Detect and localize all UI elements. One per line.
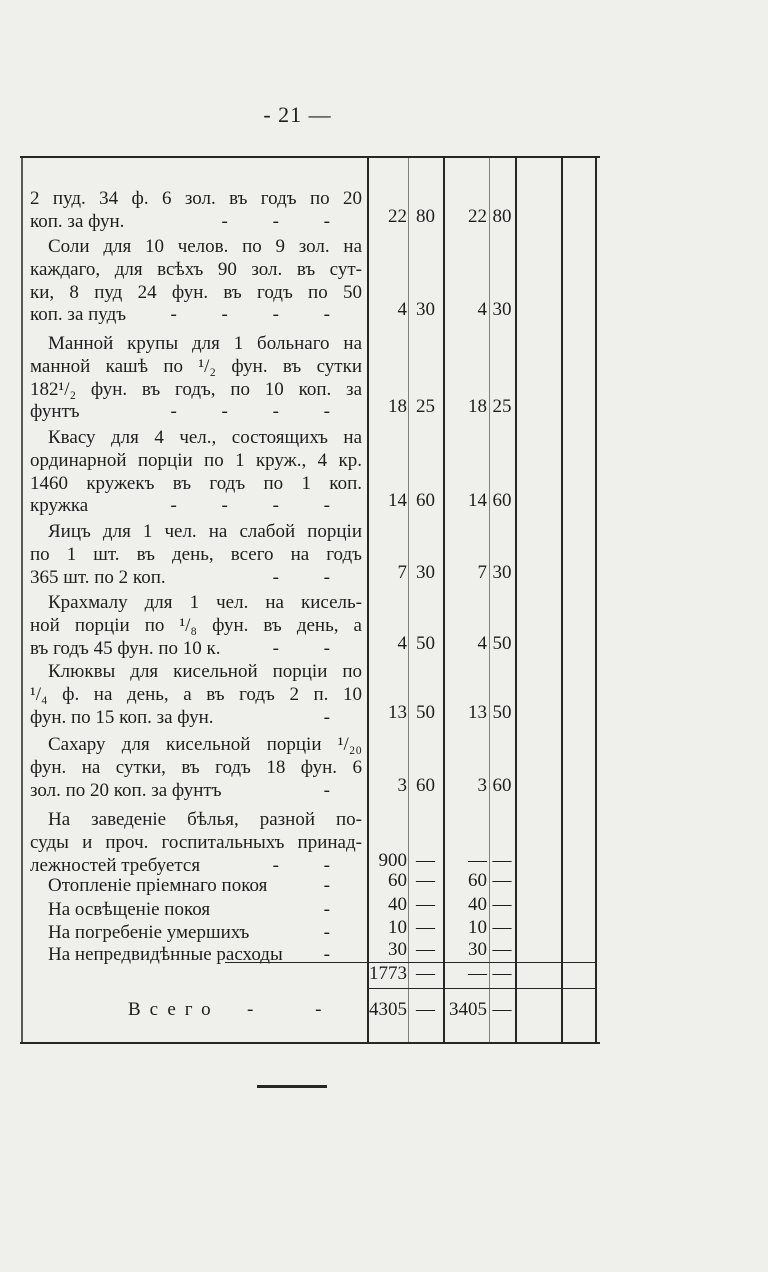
kopecks-value: 30	[416, 561, 435, 583]
kopecks-value: —	[416, 894, 435, 915]
kopecks-value-2: 60	[492, 490, 512, 512]
kopecks-value: 25	[416, 396, 435, 418]
text-line: по 1 шт. въ день, всего на годъ	[30, 543, 362, 565]
total-row	[0, 999, 600, 1022]
rubles-value: 18	[388, 396, 407, 418]
rubles-value: 60	[388, 870, 407, 891]
row-values	[0, 775, 600, 798]
line-text: лежностей требуется	[30, 854, 201, 876]
rubles-value: 3	[397, 774, 407, 796]
text-line: Квасу для 4 чел., состоящихъ на	[48, 427, 362, 448]
rubles-value-2: 7	[477, 561, 487, 583]
row-values	[0, 702, 600, 725]
row-values	[0, 396, 600, 419]
rubles-value: 13	[388, 701, 407, 723]
rubles-value-2: —	[468, 963, 487, 984]
text-line: 182¹/₂ фун. въ годъ, по 10 коп. за	[30, 378, 362, 400]
page-number: - 21 —	[263, 102, 332, 127]
rubles-value-2: —	[468, 849, 487, 871]
line-text: Отопленіе пріемнаго покоя	[48, 875, 268, 896]
table-row	[0, 661, 600, 729]
rubles-value: 900	[378, 849, 407, 871]
kopecks-value-2: —	[492, 999, 512, 1020]
row-values	[0, 939, 600, 962]
table-row	[0, 521, 600, 589]
subtotal-row	[0, 963, 600, 986]
kopecks-value-2: 30	[492, 299, 512, 321]
row-values	[0, 633, 600, 656]
rubles-value-2: 14	[468, 490, 487, 512]
kopecks-value-2: 25	[492, 396, 512, 418]
table-row	[0, 734, 600, 802]
leader-dashes: -	[323, 899, 330, 920]
line-text: коп. за фун.	[30, 210, 125, 232]
rubles-value: 14	[388, 490, 407, 512]
rubles-value-2: 30	[468, 939, 487, 960]
line-text: На погребеніе умершихъ	[48, 922, 250, 943]
text-line: Соли для 10 челов. по 9 зол. на	[48, 236, 362, 257]
line-text: фун. по 15 коп. за фун.	[30, 706, 214, 728]
rubles-value: 22	[388, 205, 407, 227]
leader-dashes: - -	[247, 999, 322, 1020]
kopecks-value-2: —	[492, 894, 512, 915]
text-line: каждаго, для всѣхъ 90 зол. въ сут-	[30, 258, 362, 280]
rubles-value: 40	[388, 894, 407, 915]
line-text: На освѣщеніе покоя	[48, 899, 211, 920]
closing-rule	[257, 1085, 327, 1088]
line-text: 365 шт. по 2 коп.	[30, 566, 166, 588]
table-row	[0, 236, 600, 327]
rubles-value-2: 22	[468, 205, 487, 227]
leader-dashes: - - -	[221, 210, 330, 232]
kopecks-value-2: 50	[492, 701, 512, 723]
text-line: ¹/₄ ф. на день, а въ годъ 2 п. 10	[30, 683, 362, 705]
leader-dashes: - - - -	[170, 495, 330, 517]
text-line: фун. на сутки, въ годъ 18 фун. 6	[30, 756, 362, 778]
leader-dashes: - -	[272, 854, 330, 876]
line-text: На непредвидѣнные расходы	[48, 944, 283, 965]
kopecks-value: —	[416, 917, 435, 938]
kopecks-value: 30	[416, 299, 435, 321]
total-label: Всего	[128, 999, 220, 1020]
text-line: ной порціи по ¹/₈ фун. въ день, а	[30, 614, 362, 636]
row-values	[0, 963, 600, 986]
table-row	[0, 333, 600, 424]
text-line: Яицъ для 1 чел. на слабой порціи	[48, 521, 362, 542]
rubles-value-2: 18	[468, 396, 487, 418]
kopecks-value: —	[416, 963, 435, 984]
text-line: манной кашѣ по ¹/₂ фун. въ сутки	[30, 355, 362, 377]
row-values	[0, 299, 600, 322]
leader-dashes: -	[323, 922, 330, 943]
text-line: Крахмалу для 1 чел. на кисель-	[48, 592, 362, 613]
kopecks-value: 50	[416, 632, 435, 654]
table-row	[0, 188, 600, 234]
text-line: Сахару для кисельной порціи ¹/₂₀	[48, 734, 362, 755]
rubles-value-2: 3405	[449, 999, 487, 1020]
row-values	[0, 562, 600, 585]
text-line: Манной крупы для 1 больнаго на	[48, 333, 362, 354]
table-row	[0, 592, 600, 660]
rubles-value-2: 40	[468, 894, 487, 915]
row-values	[0, 490, 600, 513]
line-text: кружка	[30, 495, 89, 517]
table-top-border	[20, 156, 600, 158]
leader-dashes: - -	[272, 566, 330, 588]
text-line: 2 пуд. 34 ф. 6 зол. въ годъ по 20	[30, 188, 362, 209]
kopecks-value: —	[416, 939, 435, 960]
kopecks-value: 60	[416, 490, 435, 512]
rubles-value-2: 10	[468, 917, 487, 938]
kopecks-value-2: 30	[492, 561, 512, 583]
kopecks-value-2: 60	[492, 774, 512, 796]
rubles-value-2: 60	[468, 870, 487, 891]
kopecks-value-2: —	[492, 849, 512, 871]
kopecks-value: 50	[416, 701, 435, 723]
text-line: Клюквы для кисельной порціи по	[48, 661, 362, 682]
table-bottom-border	[20, 1042, 600, 1044]
rubles-value-2: 3	[477, 774, 487, 796]
row-values	[0, 870, 600, 893]
table-row	[0, 809, 600, 877]
line-text: въ годъ 45 фун. по 10 к.	[30, 637, 221, 659]
rubles-value: 10	[388, 917, 407, 938]
row-values	[0, 917, 600, 940]
rubles-value: 4	[397, 299, 407, 321]
row-values	[0, 850, 600, 873]
line-text: зол. по 20 коп. за фунтъ	[30, 779, 222, 801]
leader-dashes: -	[323, 779, 330, 801]
kopecks-value-2: —	[492, 963, 512, 984]
text-line: суды и проч. госпитальныхъ принад-	[30, 831, 362, 853]
kopecks-value: —	[416, 999, 435, 1020]
rubles-value: 30	[388, 939, 407, 960]
leader-dashes: -	[323, 706, 330, 728]
rubles-value-2: 13	[468, 701, 487, 723]
leader-dashes: - - - -	[170, 401, 330, 423]
text-line: На заведеніе бѣлья, разной по-	[48, 809, 362, 830]
leader-dashes: -	[323, 875, 330, 896]
kopecks-value-2: 80	[492, 205, 512, 227]
kopecks-value: —	[416, 849, 435, 871]
row-values	[0, 999, 600, 1022]
line-text: коп. за пудъ	[30, 304, 127, 326]
rubles-value-2: 4	[477, 299, 487, 321]
table-row	[0, 427, 600, 518]
text-line: 1460 кружекъ въ годъ по 1 коп.	[30, 472, 362, 494]
leader-dashes: -	[323, 944, 330, 965]
rubles-value: 4	[397, 632, 407, 654]
text-line: ординарной порціи по 1 круж., 4 кр.	[30, 449, 362, 471]
kopecks-value: 80	[416, 205, 435, 227]
text-line: ки, 8 пуд 24 фун. въ годъ по 50	[30, 281, 362, 303]
rubles-value: 1773	[369, 963, 407, 984]
leader-dashes: - -	[272, 637, 330, 659]
rubles-value: 4305	[369, 999, 407, 1020]
line-text: фунтъ	[30, 401, 80, 423]
rubles-value: 7	[397, 561, 407, 583]
row-values	[0, 894, 600, 917]
row-values	[0, 206, 600, 229]
rubles-value-2: 4	[477, 632, 487, 654]
kopecks-value: 60	[416, 774, 435, 796]
kopecks-value: —	[416, 870, 435, 891]
leader-dashes: - - - -	[170, 304, 330, 326]
kopecks-value-2: —	[492, 917, 512, 938]
kopecks-value-2: —	[492, 939, 512, 960]
kopecks-value-2: 50	[492, 632, 512, 654]
kopecks-value-2: —	[492, 870, 512, 891]
